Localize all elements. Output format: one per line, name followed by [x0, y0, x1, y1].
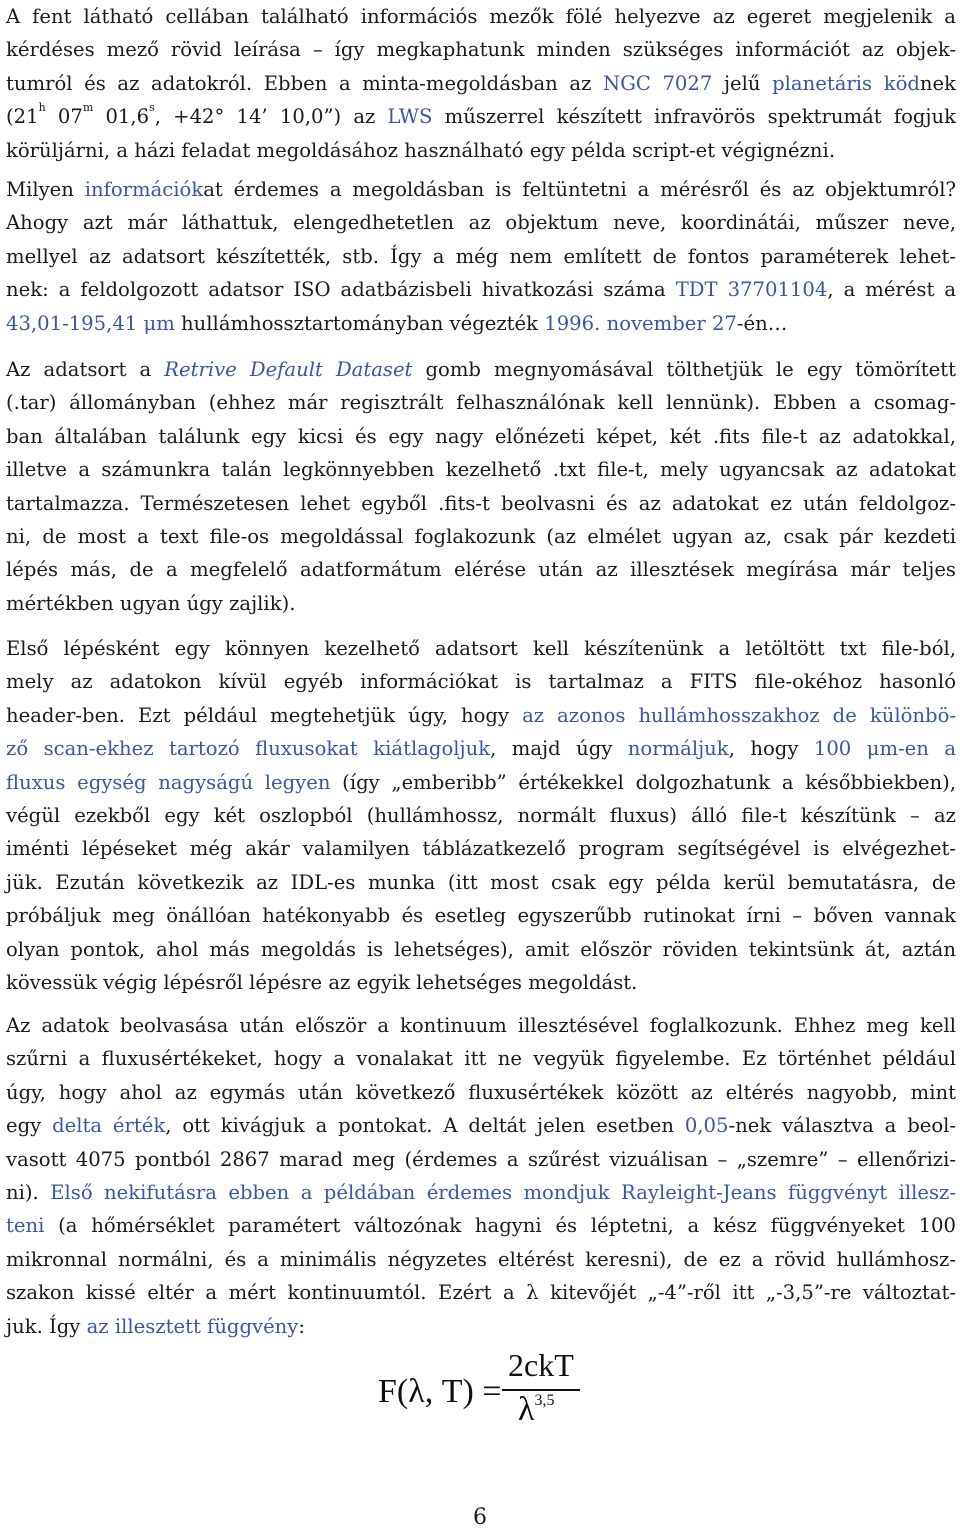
text-line: 43,01-195,41 μm hullámhossztartományban végezték 1996. november 27-én…: [6, 311, 788, 335]
text-line: iménti lépéseket még akár valamilyen táblázatkezelő program segítségével is elvégezhet-: [6, 837, 956, 861]
text-line: tumról és az adatokról. Ebben a minta-megoldásban az NGC 7027 jelű planetáris ködnek: [6, 71, 956, 95]
unit-flux-link[interactable]: fluxus egység nagyságú legyen: [6, 770, 331, 794]
text-line: fluxus egység nagyságú legyen (így „emberibb” értékekkel dolgozhatunk a későbbiekben),: [6, 770, 957, 794]
fitted-function-link[interactable]: az illesztett függvény: [86, 1314, 299, 1338]
text-line: úgy, hogy ahol az egymás után következő fluxusértékek között az eltérés nagyobb, mint: [6, 1080, 956, 1104]
info-link[interactable]: információk: [84, 178, 204, 201]
text-line: végül ezekből egy két oszlopból (hullámhossz, normált fluxus) álló file-t készítünk – az: [6, 803, 956, 827]
text-line: (21$^h$ 07$^m$ $01,6^s$, +42° 14’ 10,0”) az LWS műszerrel készített infravörös spektrumát fogjuk: [6, 101, 956, 129]
text-line: mikronnal normálni, és a minimális négyzetes eltérést keresni), de ez a rövid hullámhosz-: [6, 1247, 956, 1271]
page-number: 6: [473, 1505, 487, 1530]
planetary-nebula-link[interactable]: planetáris köd: [772, 71, 920, 95]
text-line: ző scan-ekhez tartozó fluxusokat kiátlagoljuk, majd úgy normáljuk, hogy 100 μm-en a: [6, 737, 957, 761]
text-line: tartalmazza. Természetesen lehet egyből .fits-t beolvasni és az adatokat ez után feldolgoz-: [6, 491, 956, 515]
paragraph-continuum: [6, 1009, 956, 1343]
text-line: illetve a számunkra talán legkönnyebben kezelhető .txt file-t, mely ugyancsak az adatokat: [6, 458, 956, 482]
text-line: mellyel az adatsort készítették, stb. Így a még nem említett de fontos paraméterek lehet-: [6, 244, 956, 268]
delta-link[interactable]: delta érték: [52, 1114, 166, 1138]
hundred-micron-link[interactable]: 100 μm-en a: [813, 737, 957, 761]
text-line: juk. Így az illesztett függvény:: [6, 1314, 305, 1338]
tdt-link[interactable]: TDT 37701104: [675, 278, 828, 302]
averaging-link-cont[interactable]: ző scan-ekhez tartozó fluxusokat kiátlagoljuk: [6, 737, 491, 761]
date-link[interactable]: 1996. november 27: [544, 311, 737, 335]
paragraph-intro: [6, 0, 956, 167]
text-line: szűrni a fluxusértékeket, hogy a vonalakat itt ne vegyük figyelembe. Ez történhet például: [6, 1047, 956, 1071]
paragraph-first-step: [6, 632, 956, 999]
text-line: ni). Első nekifutásra ebben a példában érdemes mondjuk Rayleight-Jeans függvényt illesz-: [6, 1180, 956, 1204]
text-line: A fent látható cellában található információs mezők fölé helyezve az egeret megjelenik a: [6, 5, 956, 28]
text-line: (.tar) állományban (ehhez már regisztrált felhasználónak kell lennünk). Ebben a csomag-: [6, 391, 956, 415]
text-line: kérdéses mező rövid leírása – így megkaphatunk minden szükséges információt az objek-: [6, 38, 956, 62]
text-line: teni (a hőmérséklet paramétert változónak hagyni és léptetni, a kész függvényeket 100: [6, 1214, 956, 1238]
lws-link[interactable]: LWS: [387, 105, 433, 129]
text-line: körüljárni, a házi feladat megoldásához használható egy példa script-et végignézni.: [6, 138, 836, 162]
text-line: egy delta érték, ott kivágjuk a pontokat. A deltát jelen esetben 0,05-nek választva a beol-: [6, 1114, 957, 1138]
text-line: Az adatsort a Retrive Default Dataset gomb megnyomásával tölthetjük le egy tömörített: [6, 358, 957, 381]
text-line: ni, de most a text file-os megoldással foglakozunk (az elmélet ugyan az, csak pár kezdeti: [6, 524, 956, 548]
text-line: Az adatok beolvasása után először a kontinuum illesztésével foglalkozunk. Ehhez meg kell: [6, 1014, 956, 1037]
text-line: Ahogy azt már láthattuk, elengedhetetlen az objektum neve, koordinátái, műszer neve,: [6, 211, 956, 235]
rayleigh-jeans-link[interactable]: Első nekifutásra ebben a példában érdemes mondjuk Rayleight-Jeans függvényt illesz-: [50, 1180, 956, 1204]
paragraph-dataset: [6, 353, 956, 620]
text-line: nek: a feldolgozott adatsor ISO adatbázisbeli hivatkozási száma TDT 37701104, a mérést a: [6, 278, 957, 302]
delta-value-link[interactable]: 0,05: [684, 1114, 729, 1138]
formula-denominator: $\lambda^{3,5}$: [518, 1391, 555, 1428]
text-line: Milyen információkat érdemes a megoldásban is feltüntetni a mérésről és az objektumról?: [6, 178, 956, 201]
retrieve-dataset-button-ref[interactable]: Retrive Default Dataset: [164, 358, 413, 381]
averaging-link[interactable]: az azonos hullámhosszakhoz de különbö-: [522, 703, 956, 727]
rayleigh-jeans-link-cont[interactable]: teni: [6, 1214, 45, 1238]
ngc-link[interactable]: NGC 7027: [603, 71, 713, 95]
normalize-link[interactable]: normáljuk: [627, 737, 729, 761]
text-line: jük. Ezután következik az IDL-es munka (itt most csak egy példa kerül bemutatásra, de: [6, 870, 956, 894]
text-line: lépés más, de a megfelelő adatformátum elérése után az illesztések megírása már teljes: [6, 558, 956, 582]
text-line: vasott 4075 pontból 2867 marad meg (érdemes a szűrést vizuálisan – „szemre” – ellenőrizi-: [6, 1147, 956, 1171]
formula-numerator: 2ckT: [508, 1347, 574, 1383]
text-line: olyan pontok, ahol más megoldás is lehetséges), amit először röviden tekintsünk át, aztán: [6, 937, 956, 961]
text-line: mely az adatokon kívül egyéb információkat is tartalmaz a FITS file-okéhoz hasonló: [6, 670, 956, 694]
text-line: mértékben ugyan úgy zajlik).: [6, 591, 296, 615]
formula: [378, 1347, 588, 1437]
text-line: próbáljuk meg önállóan hatékonyabb és esetleg egyszerűbb rutinokat írni – bőven vannak: [6, 904, 956, 928]
paragraph-info: [6, 173, 956, 340]
formula-lhs: F(λ, T) =: [378, 1373, 502, 1410]
text-line: kövessük végig lépésről lépésre az egyik lehetséges megoldást.: [6, 970, 638, 994]
text-line: ban általában találunk egy kicsi és egy nagy előnézeti képet, két .fits file-t az adatokkal,: [6, 424, 956, 448]
text-line: Első lépésként egy könnyen kezelhető adatsort kell készítenünk a letöltött txt file-ból,: [6, 637, 956, 660]
range-link[interactable]: 43,01-195,41 μm: [6, 311, 175, 335]
text-line: szakon kissé eltér a mért kontinuumtól. Ezért a λ kitevőjét „-4”-ről itt „-3,5”-re változtat-: [6, 1281, 956, 1305]
text-line: header-ben. Ezt például megtehetjük úgy, hogy az azonos hullámhosszakhoz de különbö-: [6, 703, 956, 727]
